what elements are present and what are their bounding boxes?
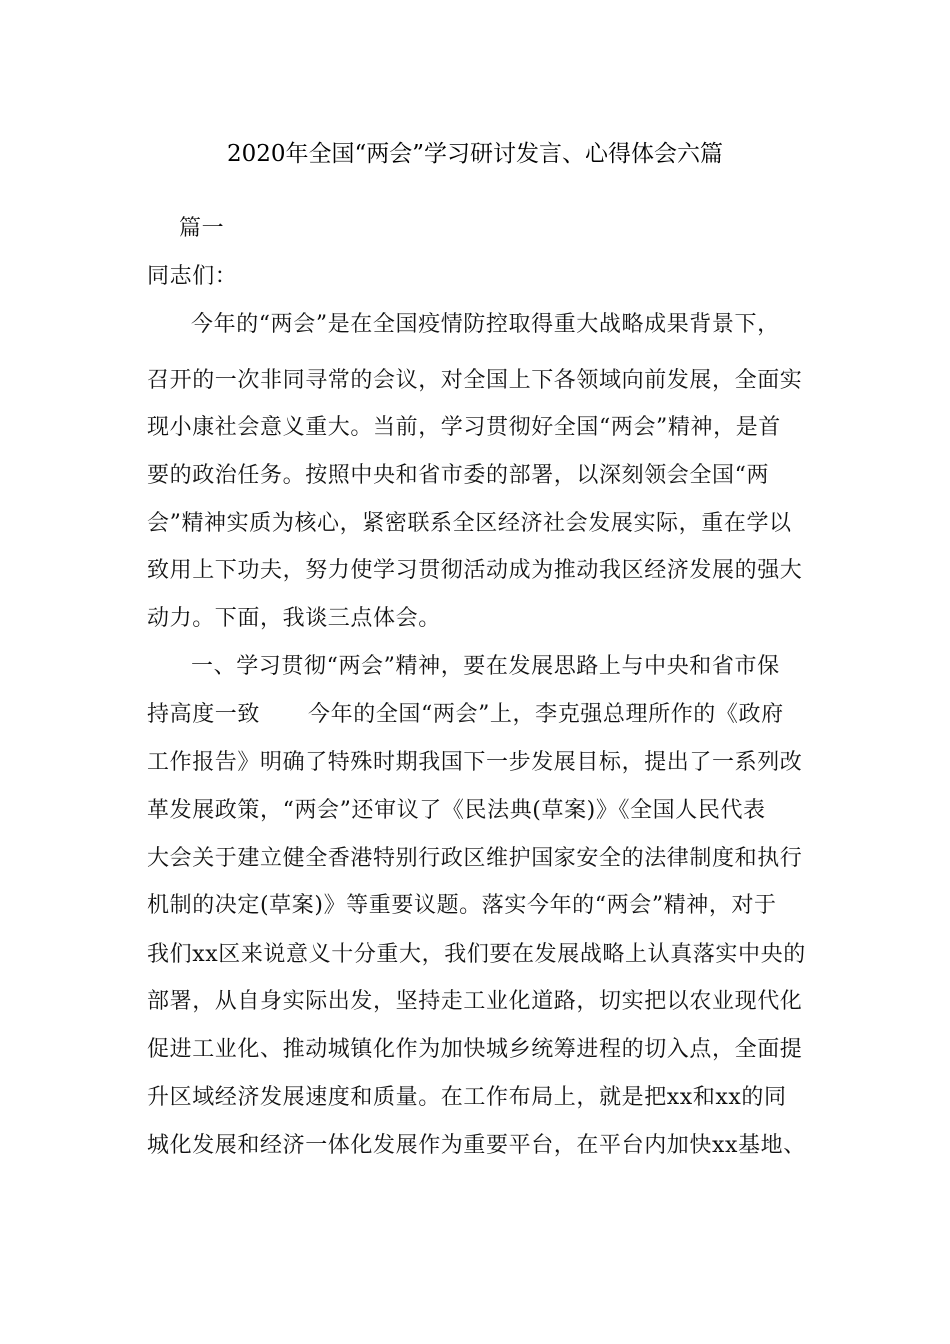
paragraph-line-start: 今年的全国“两会”上，李克强总理所作的《政府: [308, 702, 784, 727]
paragraph-line: 机制的决定(草案)》等重要议题。落实今年的“两会”精神，对于: [147, 893, 777, 918]
paragraph-line: 促进工业化、推动城镇化作为加快城乡统筹进程的切入点，全面提: [147, 1037, 803, 1062]
paragraph-line: 革发展政策，“两会”还审议了《民法典(草案)》《全国人民代表: [147, 798, 766, 823]
paragraph-line: 部署，从自身实际出发，坚持走工业化道路，切实把以农业现代化: [147, 989, 803, 1014]
salutation: 同志们：: [147, 264, 238, 289]
paragraph-line: 大会关于建立健全香港特别行政区维护国家安全的法律制度和执行: [147, 846, 803, 871]
heading-and-paragraph-line: [147, 700, 784, 730]
paragraph-line: 会”精神实质为核心，紧密联系全区经济社会发展实际，重在学以: [147, 511, 792, 536]
paragraph-line: 动力。下面，我谈三点体会。: [147, 606, 441, 631]
paragraph-line: 今年的“两会”是在全国疫情防控取得重大战略成果背景下，: [191, 312, 780, 337]
paragraph-line: 升区域经济发展速度和质量。在工作布局上，就是把xx和xx的同: [147, 1085, 787, 1110]
paragraph-line: 城化发展和经济一体化发展作为重要平台，在平台内加快xx基地、: [147, 1133, 806, 1158]
document-title: 2020年全国“两会”学习研讨发言、心得体会六篇: [226, 141, 724, 167]
paragraph-line: 要的政治任务。按照中央和省市委的部署，以深刻领会全国“两: [147, 463, 770, 488]
section-label: 篇一: [179, 216, 225, 241]
section-heading-line: 一、学习贯彻“两会”精神，要在发展思路上与中央和省市保: [191, 654, 780, 679]
paragraph-line: 现小康社会意义重大。当前，学习贯彻好全国“两会”精神，是首: [147, 415, 781, 440]
paragraph-line: 工作报告》明确了特殊时期我国下一步发展目标，提出了一系列改: [147, 750, 803, 775]
section-heading-tail: 持高度一致: [147, 702, 261, 727]
paragraph-line: 我们xx区来说意义十分重大，我们要在发展战略上认真落实中央的: [147, 942, 806, 967]
paragraph-line: 致用上下功夫，努力使学习贯彻活动成为推动我区经济发展的强大: [147, 558, 803, 583]
paragraph-line: 召开的一次非同寻常的会议，对全国上下各领域向前发展，全面实: [147, 368, 803, 393]
